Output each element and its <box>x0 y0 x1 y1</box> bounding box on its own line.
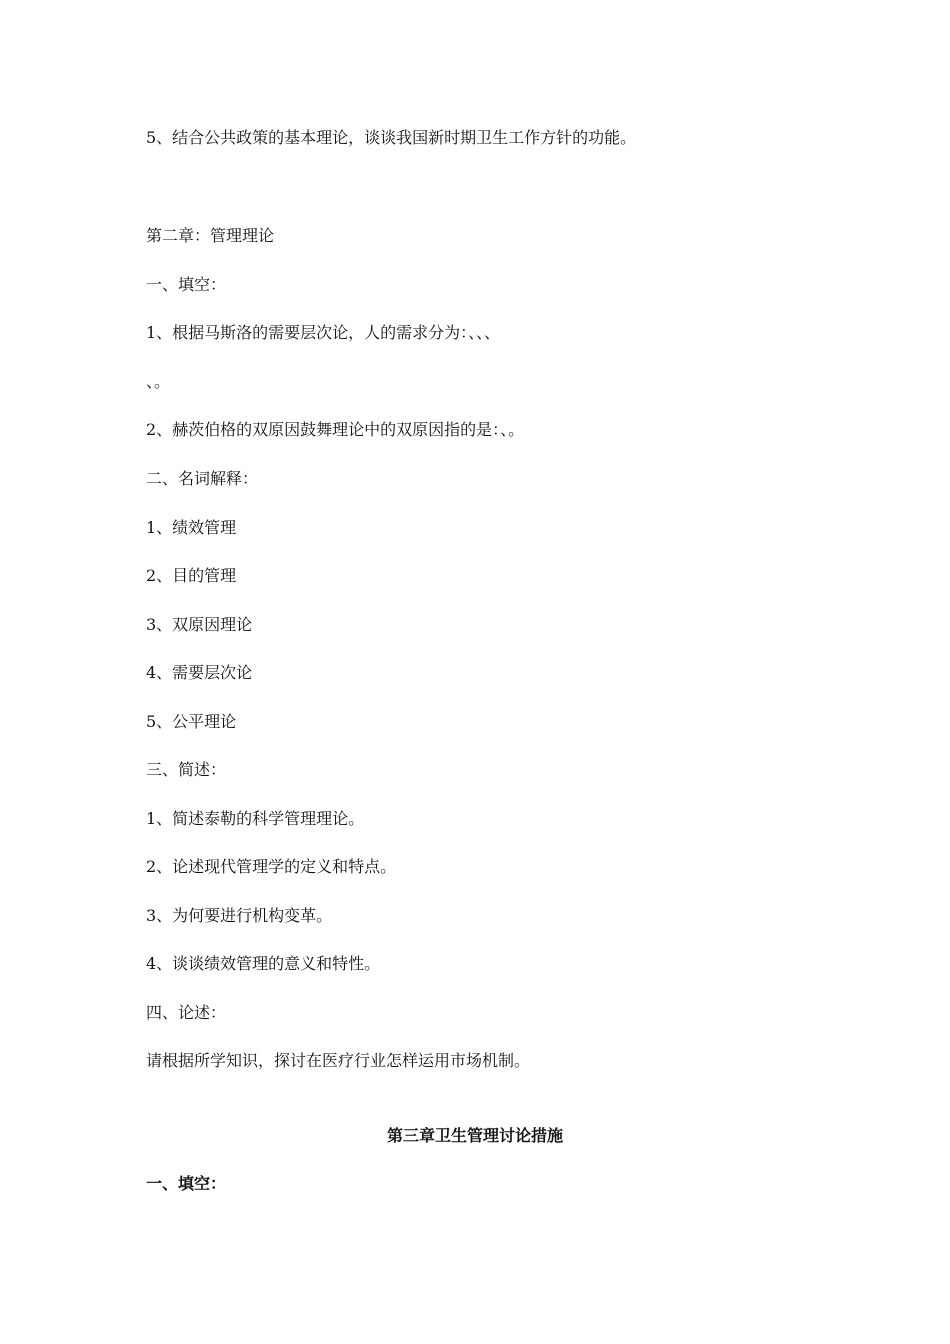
chapter3-title: 第三章卫生管理讨论措施 <box>386 1126 563 1145</box>
brief-item: 2、论述现代管理学的定义和特点。 <box>146 857 397 876</box>
terms-heading: 二、名词解释： <box>146 469 259 488</box>
term-item: 2、目的管理 <box>146 566 237 585</box>
term-item: 3、双原因理论 <box>146 615 253 634</box>
term-item: 1、绩效管理 <box>146 518 237 537</box>
essay-heading: 四、论述： <box>146 1003 227 1022</box>
brief-heading: 三、简述： <box>146 760 227 779</box>
chapter2-title: 第二章：管理理论 <box>146 226 275 245</box>
term-item: 5、公平理论 <box>146 712 237 731</box>
essay-question: 请根据所学知识，探讨在医疗行业怎样运用市场机制。 <box>146 1051 531 1070</box>
chapter3-fill-blank-heading: 一、填空： <box>146 1174 227 1193</box>
brief-item: 1、简述泰勒的科学管理理论。 <box>146 809 365 828</box>
brief-item: 3、为何要进行机构变革。 <box>146 906 333 925</box>
term-item: 4、需要层次论 <box>146 663 253 682</box>
fill-blank-question-1-line-1: 1、根据马斯洛的需要层次论，人的需求分为：、、、 <box>146 323 501 342</box>
previous-question: 5、结合公共政策的基本理论，谈谈我国新时期卫生工作方针的功能。 <box>146 128 637 147</box>
fill-blank-question-1-line-2: 、。 <box>146 372 171 391</box>
chapter2-fill-blank-heading: 一、填空： <box>146 275 227 294</box>
fill-blank-question-2: 2、赫茨伯格的双原因鼓舞理论中的双原因指的是：、。 <box>146 420 525 439</box>
brief-item: 4、谈谈绩效管理的意义和特性。 <box>146 954 381 973</box>
